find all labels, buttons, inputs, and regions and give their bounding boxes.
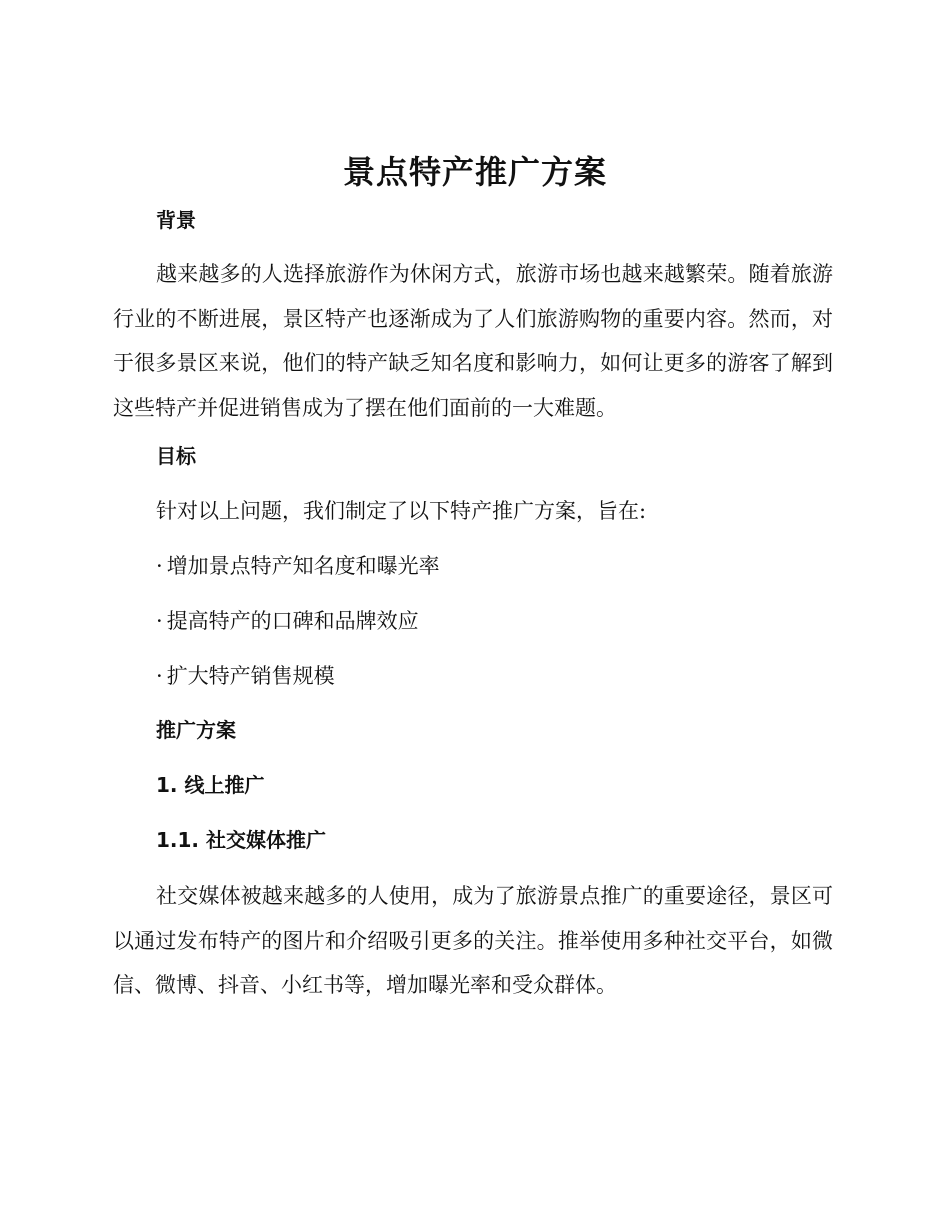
document-title: 景点特产推广方案 (342, 153, 607, 191)
bullet-item (156, 661, 335, 691)
bullet-marker: · (156, 554, 163, 578)
heading-goal: 目标 (156, 444, 196, 468)
goal-intro: 针对以上问题，我们制定了以下特产推广方案，旨在: (156, 499, 647, 523)
bullet-text: 扩大特产销售规模 (166, 664, 335, 688)
bullet-text: 增加景点特产知名度和曝光率 (166, 554, 440, 578)
bullet-item (156, 551, 440, 581)
heading-plan: 推广方案 (156, 718, 236, 742)
paragraph-social-media: 社交媒体被越来越多的人使用，成为了旅游景点推广的重要途径，景区可以通过发布特产的图片和介绍吸引更多的关注。推举使用多种社交平台，如微信、微博、抖音、小红书等，增加曝光率和受众群体。 (113, 884, 833, 997)
bullet-item (156, 606, 419, 636)
heading-background: 背景 (156, 208, 196, 232)
paragraph-background: 越来越多的人选择旅游作为休闲方式，旅游市场也越来越繁荣。随着旅游行业的不断进展，景区特产也逐渐成为了人们旅游购物的重要内容。然而，对于很多景区来说，他们的特产缺乏知名度和影响力，如何让更多的游客了解到这些特产并促进销售成为了摆在他们面前的一大难题。 (113, 262, 833, 420)
bullet-marker: · (156, 609, 163, 633)
bullet-marker: · (156, 664, 163, 688)
subheading-social-media: 1.1. 社交媒体推广 (156, 828, 326, 852)
bullet-text: 提高特产的口碑和品牌效应 (166, 609, 419, 633)
subheading-online: 1. 线上推广 (156, 773, 265, 797)
